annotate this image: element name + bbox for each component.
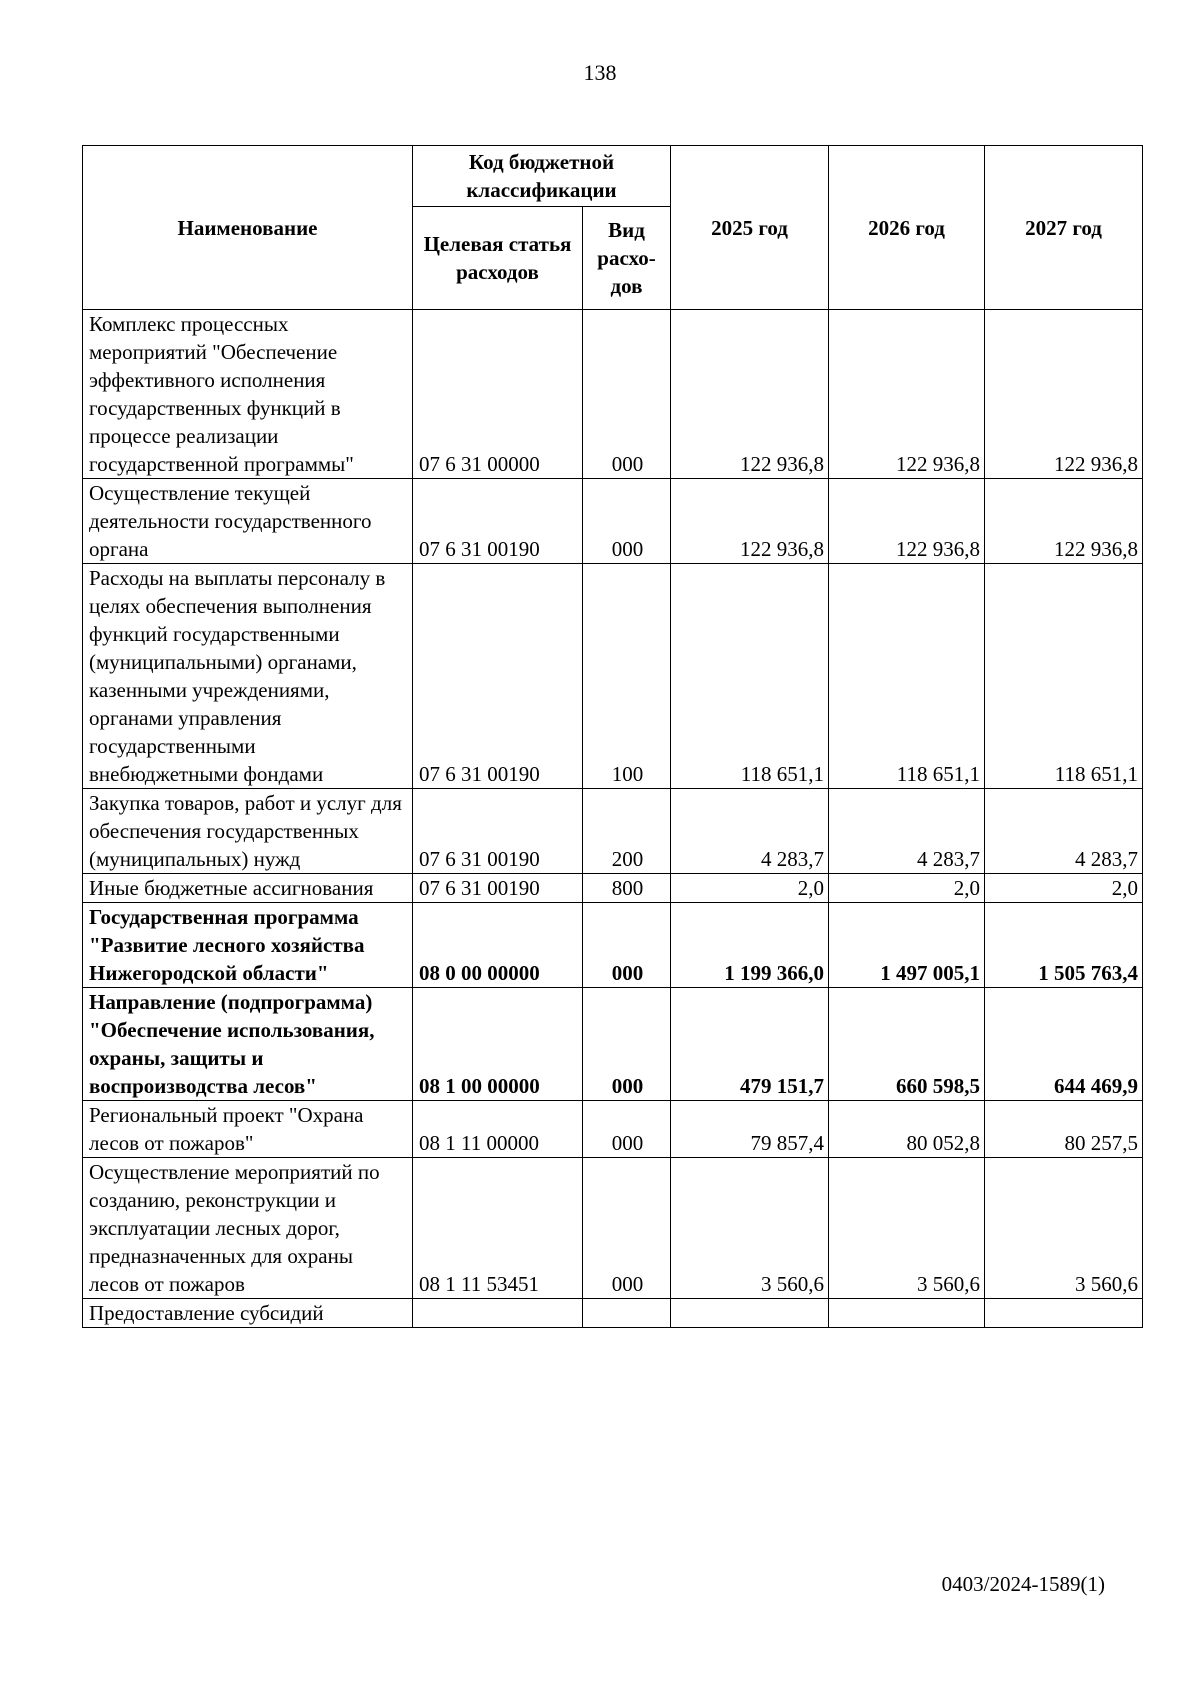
row-expense-kind-cell: 000 (583, 903, 671, 988)
row-expense-kind-cell: 000 (583, 1158, 671, 1299)
row-2026-cell (829, 1299, 985, 1328)
row-2026-cell: 118 651,1 (829, 564, 985, 789)
table-row (83, 1158, 1143, 1299)
row-2025-cell: 122 936,8 (671, 310, 829, 479)
row-expense-kind-cell: 000 (583, 988, 671, 1101)
row-name-cell: Комплекс процессных мероприятий "Обеспечение эффективного исполнения государственных функций в процессе реализации государственной программы" (83, 310, 413, 479)
row-2027-cell: 80 257,5 (985, 1101, 1143, 1158)
header-expense-kind: Вид расхо-дов (583, 207, 671, 310)
table-row (83, 988, 1143, 1101)
row-target-article-cell: 08 1 11 00000 (413, 1101, 583, 1158)
row-name-cell: Осуществление мероприятий по созданию, реконструкции и эксплуатации лесных дорог, предназначенных для охраны лесов от пожаров (83, 1158, 413, 1299)
header-name: Наименование (83, 146, 413, 310)
row-2027-cell: 118 651,1 (985, 564, 1143, 789)
row-2025-cell: 3 560,6 (671, 1158, 829, 1299)
row-2027-cell: 2,0 (985, 874, 1143, 903)
table-row (83, 789, 1143, 874)
budget-table (82, 145, 1143, 1328)
row-2025-cell: 4 283,7 (671, 789, 829, 874)
row-2025-cell: 118 651,1 (671, 564, 829, 789)
row-expense-kind-cell (583, 1299, 671, 1328)
row-target-article-cell: 07 6 31 00000 (413, 310, 583, 479)
row-2026-cell: 660 598,5 (829, 988, 985, 1101)
row-name-cell: Предоставление субсидий (83, 1299, 413, 1328)
row-name-cell: Направление (подпрограмма) "Обеспечение использования, охраны, защиты и воспроизводства лесов" (83, 988, 413, 1101)
row-name-cell: Государственная программа "Развитие лесного хозяйства Нижегородской области" (83, 903, 413, 988)
row-2027-cell: 3 560,6 (985, 1158, 1143, 1299)
row-2025-cell: 2,0 (671, 874, 829, 903)
row-2025-cell: 122 936,8 (671, 479, 829, 564)
row-target-article-cell: 07 6 31 00190 (413, 564, 583, 789)
row-2026-cell: 1 497 005,1 (829, 903, 985, 988)
row-2026-cell: 4 283,7 (829, 789, 985, 874)
row-2026-cell: 2,0 (829, 874, 985, 903)
row-2026-cell: 122 936,8 (829, 310, 985, 479)
row-2027-cell: 122 936,8 (985, 310, 1143, 479)
row-name-cell: Иные бюджетные ассигнования (83, 874, 413, 903)
row-target-article-cell: 07 6 31 00190 (413, 789, 583, 874)
row-name-cell: Осуществление текущей деятельности государственного органа (83, 479, 413, 564)
row-target-article-cell: 08 1 00 00000 (413, 988, 583, 1101)
row-target-article-cell: 07 6 31 00190 (413, 479, 583, 564)
table-row (83, 903, 1143, 988)
row-target-article-cell: 07 6 31 00190 (413, 874, 583, 903)
header-classification-group: Код бюджетной классификации (413, 146, 671, 207)
row-2027-cell: 122 936,8 (985, 479, 1143, 564)
table-row (83, 1299, 1143, 1328)
table-body (83, 310, 1143, 1328)
table-row (83, 564, 1143, 789)
row-expense-kind-cell: 000 (583, 1101, 671, 1158)
row-2025-cell: 79 857,4 (671, 1101, 829, 1158)
document-code: 0403/2024-1589(1) (941, 1572, 1105, 1596)
row-name-cell: Расходы на выплаты персоналу в целях обеспечения выполнения функций государственными (муниципальными) органами, казенными учреждениями, органами управления государственными внебюджетными фондами (83, 564, 413, 789)
header-2025: 2025 год (671, 146, 829, 310)
row-2026-cell: 80 052,8 (829, 1101, 985, 1158)
table-row (83, 479, 1143, 564)
row-2025-cell: 479 151,7 (671, 988, 829, 1101)
row-target-article-cell (413, 1299, 583, 1328)
table-row (83, 1101, 1143, 1158)
row-2027-cell: 4 283,7 (985, 789, 1143, 874)
row-expense-kind-cell: 800 (583, 874, 671, 903)
header-target-article: Целевая статья расходов (413, 207, 583, 310)
header-2026: 2026 год (829, 146, 985, 310)
row-2026-cell: 122 936,8 (829, 479, 985, 564)
row-2027-cell: 1 505 763,4 (985, 903, 1143, 988)
row-2027-cell (985, 1299, 1143, 1328)
row-2025-cell (671, 1299, 829, 1328)
row-name-cell: Закупка товаров, работ и услуг для обеспечения государственных (муниципальных) нужд (83, 789, 413, 874)
row-expense-kind-cell: 200 (583, 789, 671, 874)
row-2027-cell: 644 469,9 (985, 988, 1143, 1101)
row-target-article-cell: 08 1 11 53451 (413, 1158, 583, 1299)
row-expense-kind-cell: 100 (583, 564, 671, 789)
table-row (83, 874, 1143, 903)
header-2027: 2027 год (985, 146, 1143, 310)
row-name-cell: Региональный проект "Охрана лесов от пожаров" (83, 1101, 413, 1158)
row-2026-cell: 3 560,6 (829, 1158, 985, 1299)
row-target-article-cell: 08 0 00 00000 (413, 903, 583, 988)
table-row (83, 310, 1143, 479)
row-expense-kind-cell: 000 (583, 479, 671, 564)
page-number: 138 (583, 60, 617, 85)
row-2025-cell: 1 199 366,0 (671, 903, 829, 988)
row-expense-kind-cell: 000 (583, 310, 671, 479)
header-row (83, 146, 1143, 207)
